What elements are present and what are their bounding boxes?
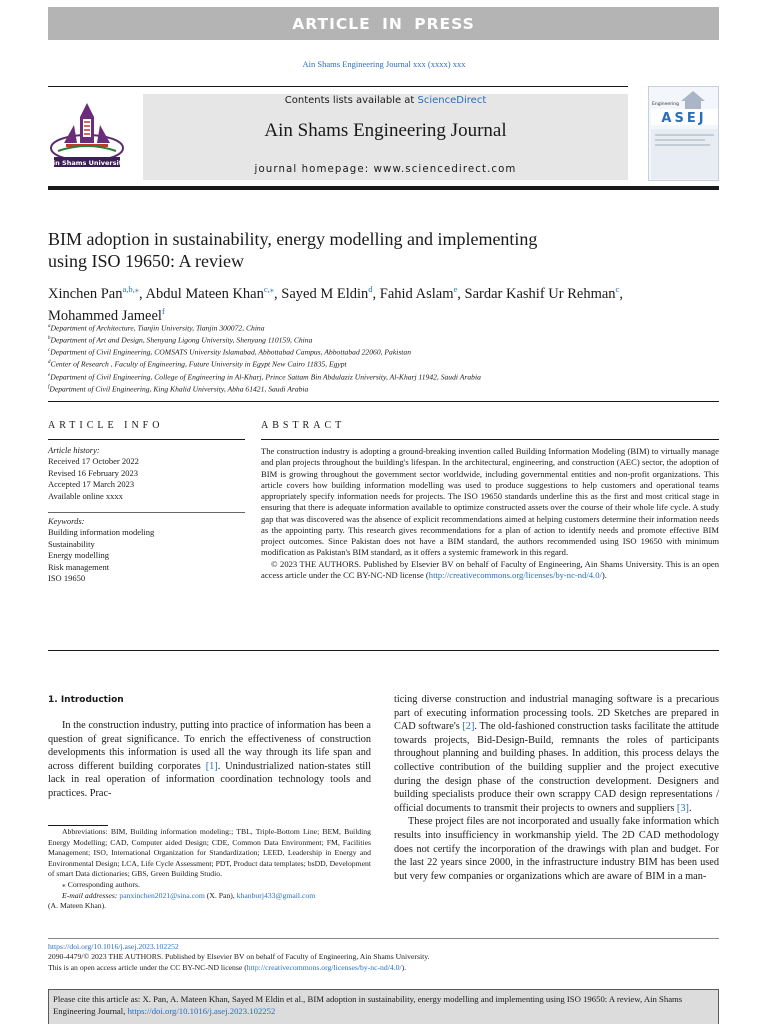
reference-link[interactable]: [1] xyxy=(205,760,218,772)
intro-right-column: ticing diverse construction and industrial managing software is a precarious part of executing information processing tools. 2D Sketches are prepared in CAD software's [2]. The old-fashioned construction tasks facilitate the attitude towards projects, Bid-Design-Build, remnants the roles of participants throughout planning and building phases. In addition, this process delays the collective contribution of the building supplier and the project executive during the design phase of the construction development. Designers and building specialists produce their own scrappy CAD design representations / official documents to transmit their projects to owners and suppliers [3]. These project files are not incorporated and usually fake information which results into insufficiency in workmanship yield. The 2D CAD methodology does not certify the incorporation of the drawings with plan and budget. For the last 22 years since 2000, in the infrastructure industry BIM has been used but very few companies or organizations which are aware of BIM in a man- xyxy=(394,694,719,882)
keyword-item: Sustainability xyxy=(48,538,95,549)
author-list xyxy=(48,281,728,325)
footnote-rule xyxy=(48,825,108,826)
author-name[interactable]: Sardar Kashif Ur Rehman xyxy=(464,285,616,302)
author-separator: , xyxy=(619,285,623,302)
header-divider xyxy=(48,86,628,87)
journal-masthead xyxy=(143,94,628,180)
affiliation-list xyxy=(48,322,719,395)
author-affiliation-marker[interactable]: d xyxy=(368,284,373,294)
affiliation-item: $^d$Center of Research , Faculty of Engineering, Future University in Egypt New Cairo 11835, Egypt xyxy=(48,359,347,369)
article-in-press-banner: ARTICLE IN PRESS xyxy=(48,7,719,40)
keyword-item: Energy modelling xyxy=(48,550,109,561)
author-name[interactable]: Mohammed Jameel xyxy=(48,307,162,324)
cover-big-title: ASEJ xyxy=(661,111,707,126)
abstract-rule xyxy=(261,439,719,440)
keywords-rule xyxy=(48,512,245,513)
journal-cover-thumbnail xyxy=(648,86,719,181)
affiliation-item: $^b$Department of Art and Design, Shenyang Ligong University, Shenyang 110159, China xyxy=(48,335,313,345)
author-affiliation-marker[interactable]: c,⁎ xyxy=(263,284,275,294)
citation-box: Please cite this article as: X. Pan, A. Mateen Khan, Sayed M Eldin et al., BIM adoption in sustainability, energy modelling and implementing using ISO 19650: A review, Ain Shams Engineering Journal, https://doi.org/10.1016/j.asej.2023.102252 xyxy=(48,989,719,1024)
history-item: Available online xxxx xyxy=(48,490,123,501)
author-affiliation-marker[interactable]: f xyxy=(161,305,165,316)
author-affiliation-marker[interactable]: e xyxy=(453,284,458,294)
section-divider xyxy=(48,401,719,402)
keyword-item: Building information modeling xyxy=(48,527,155,538)
author-name[interactable]: Sayed M Eldin xyxy=(281,285,369,302)
cover-small-title: Engineering xyxy=(652,102,679,107)
journal-title: Ain Shams Engineering Journal xyxy=(264,120,507,141)
university-logo xyxy=(48,95,126,175)
journal-homepage[interactable]: journal homepage: www.sciencedirect.com xyxy=(254,164,517,175)
license-link[interactable]: http://creativecommons.org/licenses/by-nc-nd/4.0/ xyxy=(428,569,602,580)
citation-doi-link[interactable]: https://doi.org/10.1016/j.asej.2023.102252 xyxy=(127,1006,276,1016)
affiliation-item: $^e$Department of Civil Engineering, College of Engineering in Al-Kharj, Prince Sattam Bin Abdulaziz University, Al-Kharj 11942, Saudi Arabia xyxy=(48,372,481,382)
article-info-heading: ARTICLE INFO xyxy=(48,420,164,431)
keyword-item: Risk management xyxy=(48,561,110,572)
intro-left-column: In the construction industry, putting into practice of information has been a question of great significance. To enrich the effectiveness of construction developments this information is used all the way through its life span and across different building corporates [1]. Unindustrialized nation-states still lack in real operation of information coordination technology tools and practices. Prac- xyxy=(48,720,372,799)
author-affiliation-marker[interactable]: c xyxy=(615,284,620,294)
author-separator: , xyxy=(372,285,380,302)
abstract-copyright: © 2023 THE AUTHORS. Published by Elsevier BV on behalf of Faculty of Engineering, Ain Shams University. This is an open access article under the CC BY-NC-ND license (http://creativecommons.org/licenses/by-nc-nd/4.0/). xyxy=(261,558,719,580)
sciencedirect-link[interactable]: ScienceDirect xyxy=(417,95,487,106)
reference-link[interactable]: [3] xyxy=(676,802,689,814)
contents-line: Contents lists available at ScienceDirect xyxy=(284,95,487,106)
abstract-end-rule xyxy=(48,650,719,651)
keyword-item: ISO 19650 xyxy=(48,573,86,584)
author-affiliation-marker[interactable]: a,b,⁎ xyxy=(122,284,140,294)
footer-info xyxy=(48,942,719,973)
affiliation-item: $^f$Department of Civil Engineering, King Khalid University, Abha 61421, Saudi Arabia xyxy=(48,384,309,394)
logo-emblem-icon xyxy=(51,103,123,167)
abstract-text: The construction industry is adopting a ground-breaking invention called Building Information Modeling (BIM) to virtually manage and plan projects throughout the building's lifespan. In the architectural, engineering, and construction (AEC) sector, the adoption of BIM is growing throughout the government sector worldwide, including governmental entities and non-profit organizations. This article covers how building information modelling was used to produce suggestions to help customers and operational teams appropriately specify information needs for projects. The ISO 19650 standards underline this as the first and most critical stage in ensuring that there is adequate information available to optimize constructed assets over the course of their whole life cycle. A study gap that was discovered was the absence of explicit recommendations aimed at helping customers determine their information needs as the appointing party. This research gives recommendations for a plan of action to identify needs and promote effective BIM project outcomes. Since Pakistan does not have a BIM standard, the authors recommended using ISO 19650 with minimum modification as Pakistan's BIM standard, as it offers a systemic framework in this regard. xyxy=(261,446,719,558)
license-link[interactable]: http://creativecommons.org/licenses/by-nc-nd/4.0/ xyxy=(246,962,402,972)
email-footnote: E-mail addresses: panxinchen2021@sina.com (X. Pan), khanburj433@gmail.com xyxy=(62,890,316,900)
introduction-heading: 1. Introduction xyxy=(48,695,124,705)
affiliation-item: $^c$Department of Civil Engineering, COMSATS University Islamabad, Abbottabad Campus, Abbottabad 22060, Pakistan xyxy=(48,347,411,357)
email-link[interactable]: panxinchen2021@sina.com xyxy=(119,890,205,900)
email-link[interactable]: khanburj433@gmail.com xyxy=(236,890,316,900)
author-name[interactable]: Xinchen Pan xyxy=(48,285,123,302)
history-item: Revised 16 February 2023 xyxy=(48,467,138,478)
abbreviations-footnote: Abbreviations: BIM, Building information modeling:; TBL, Triple-Bottom Line; BEM, Building Energy Modelling; CAD, Computer aided Design; CDE, Common Data Environment; FM, Facilities Management; ISO, International Organization for Standardization; LEED, Leadership in Energy and Environmental Design; LCA, Life Cycle Assessment; PDT, Product data templates; bsDD, Development of smart Data dictionaries; GBS, Green Building Studio. xyxy=(48,827,371,879)
author-name[interactable]: Fahid Aslam xyxy=(379,285,454,302)
author-separator: , xyxy=(274,285,282,302)
history-item: Accepted 17 March 2023 xyxy=(48,479,135,490)
logo-caption: Ain Shams University xyxy=(48,159,126,167)
keywords: Keywords: Building information modeling Sustainability Energy modelling Risk management ISO 19650 xyxy=(48,516,245,584)
author-separator: , xyxy=(139,285,146,302)
footnotes: Abbreviations: BIM, Building information modeling:; TBL, Triple-Bottom Line; BEM, Building Energy Modelling; CAD, Computer aided Design; CDE, Common Data Environment; FM, Facilities Management; ISO, International Organization for Standardization; LEED, Leadership in Energy and Environmental Design; LCA, Life Cycle Assessment; PDT, Product data templates; bsDD, Development of smart Data dictionaries; GBS, Green Building Studio. ⁎ Corresponding authors. E-mail addresses: panxinchen2021@sina.com (X. Pan), khanburj433@gmail.com (A. Mateen Khan). xyxy=(48,827,371,911)
abstract-body xyxy=(261,446,719,581)
author-name[interactable]: Abdul Mateen Khan xyxy=(145,285,264,302)
abstract-heading: ABSTRACT xyxy=(261,420,346,431)
license-line: This is an open access article under the CC BY-NC-ND license (http://creativecommons.org/licenses/by-nc-nd/4.0/). xyxy=(48,962,407,972)
journal-reference-link[interactable]: Ain Shams Engineering Journal xxx (xxxx) xxx xyxy=(302,59,466,69)
footer-rule xyxy=(48,938,719,939)
article-history: Article history: Received 17 October 2022 Revised 16 February 2023 Accepted 17 March 2023 Available online xxxx xyxy=(48,445,245,502)
issn-line: 2090-4479/© 2023 THE AUTHORS. Published by Elsevier BV on behalf of Faculty of Engineering, Ain Shams University. xyxy=(48,952,430,962)
masthead-rule xyxy=(48,186,719,190)
history-item: Received 17 October 2022 xyxy=(48,456,139,467)
corresponding-footnote: ⁎ Corresponding authors. xyxy=(62,879,140,889)
reference-link[interactable]: [2] xyxy=(462,721,475,733)
affiliation-item: $^a$Department of Architecture, Tianjin University, Tianjin 300072, China xyxy=(48,323,265,333)
author-separator: , xyxy=(457,285,465,302)
doi-link[interactable]: https://doi.org/10.1016/j.asej.2023.102252 xyxy=(48,942,179,951)
article-info-rule xyxy=(48,439,245,440)
article-title: BIM adoption in sustainability, energy modelling and implementing using ISO 19650: A review xyxy=(48,229,538,271)
